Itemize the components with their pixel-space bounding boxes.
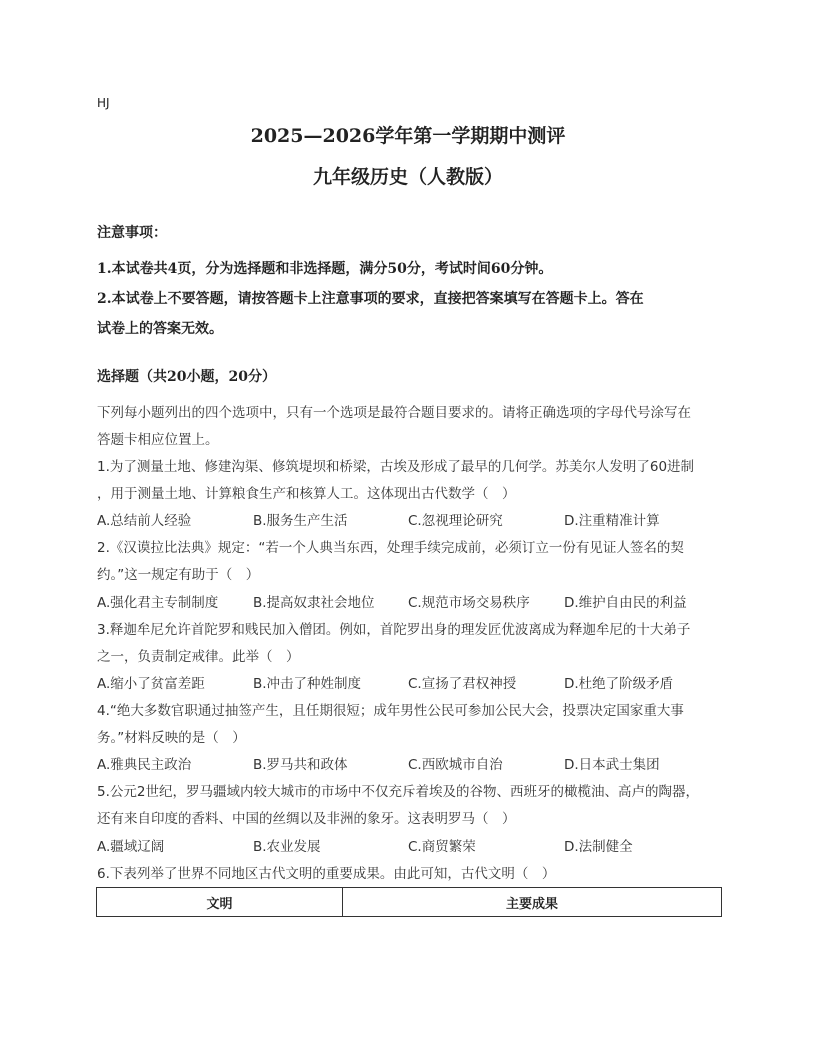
question-4-line-1: 4.“绝大多数官职通过抽签产生，且任期很短；成年男性公民可参加公民大会，投票决定国家重大事: [97, 703, 684, 719]
question-4-option-d[interactable]: D.日本武士集团: [564, 757, 660, 773]
question-2-line-1: 2.《汉谟拉比法典》规定：“若一个人典当东西，处理手续完成前，必须订立一份有见证人签名的契: [97, 540, 684, 556]
question-5-line-1: 5.公元2世纪，罗马疆域内较大城市的市场中不仅充斥着埃及的谷物、西班牙的橄榄油、高卢的陶器，: [97, 784, 699, 800]
question-2-option-d[interactable]: D.维护自由民的利益: [564, 595, 687, 611]
question-1-option-a[interactable]: A.总结前人经验: [97, 513, 192, 529]
table-header-achievements: 主要成果: [505, 897, 558, 912]
question-3-option-c[interactable]: C.宣扬了君权神授: [408, 676, 517, 692]
table-header-civilization: 文明: [97, 888, 343, 916]
question-5-option-d[interactable]: D.法制健全: [564, 839, 633, 855]
section-intro-line-1: 下列每小题列出的四个选项中，只有一个选项是最符合题目要求的。请将正确选项的字母代号涂写在: [97, 405, 691, 421]
question-6-line-1: 6.下表列举了世界不同地区古代文明的重要成果。由此可知，古代文明（ ）: [97, 866, 556, 882]
question-5-option-a[interactable]: A.疆域辽阔: [97, 839, 165, 855]
question-5-option-c[interactable]: C.商贸繁荣: [408, 839, 476, 855]
notice-item-2-line-1: 2.本试卷上不要答题，请按答题卡上注意事项的要求，直接把答案填写在答题卡上。答在: [97, 291, 644, 307]
section-intro-line-2: 答题卡相应位置上。: [97, 432, 219, 448]
question-1-option-c[interactable]: C.忽视理论研究: [408, 513, 503, 529]
question-3-line-1: 3.释迦牟尼允许首陀罗和贱民加入僧团。例如，首陀罗出身的理发匠优波离成为释迦牟尼的十大弟子: [97, 622, 691, 638]
notice-item-2-line-2: 试卷上的答案无效。: [97, 321, 223, 337]
question-4-option-a[interactable]: A.雅典民主政治: [97, 757, 192, 773]
exam-title: 2025—2026学年第一学期期中测评: [250, 125, 566, 147]
question-4-option-b[interactable]: B.罗马共和政体: [253, 757, 348, 773]
exam-subtitle: 九年级历史（人教版）: [312, 166, 503, 188]
question-3-option-d[interactable]: D.杜绝了阶级矛盾: [564, 676, 674, 692]
section-heading: 选择题（共20小题，20分）: [97, 369, 276, 385]
question-1-option-b[interactable]: B.服务生产生活: [253, 513, 348, 529]
question-1-option-d[interactable]: D.注重精准计算: [564, 513, 660, 529]
question-4-option-c[interactable]: C.西欧城市自治: [408, 757, 503, 773]
header-tag: HJ: [97, 96, 110, 110]
question-1-line-1: 1.为了测量土地、修建沟渠、修筑堤坝和桥梁，古埃及形成了最早的几何学。苏美尔人发明了60进制: [97, 459, 695, 475]
question-1-line-2: ，用于测量土地、计算粮食生产和核算人工。这体现出古代数学（ ）: [97, 486, 516, 502]
question-3-option-b[interactable]: B.冲击了种姓制度: [253, 676, 362, 692]
question-3-option-a[interactable]: A.缩小了贫富差距: [97, 676, 205, 692]
civilization-table: [96, 887, 722, 917]
notice-item-1: 1.本试卷共4页，分为选择题和非选择题，满分50分，考试时间60分钟。: [97, 261, 553, 277]
question-3-line-2: 之一，负责制定戒律。此举（ ）: [97, 649, 300, 665]
notice-heading: 注意事项：: [97, 225, 167, 241]
question-2-option-b[interactable]: B.提高奴隶社会地位: [253, 595, 375, 611]
question-2-option-c[interactable]: C.规范市场交易秩序: [408, 595, 530, 611]
question-4-line-2: 务。”材料反映的是（ ）: [97, 730, 246, 746]
question-2-option-a[interactable]: A.强化君主专制制度: [97, 595, 219, 611]
question-5-line-2: 还有来自印度的香料、中国的丝绸以及非洲的象牙。这表明罗马（ ）: [97, 811, 516, 827]
question-2-line-2: 约。”这一规定有助于（ ）: [97, 567, 260, 583]
question-5-option-b[interactable]: B.农业发展: [253, 839, 321, 855]
